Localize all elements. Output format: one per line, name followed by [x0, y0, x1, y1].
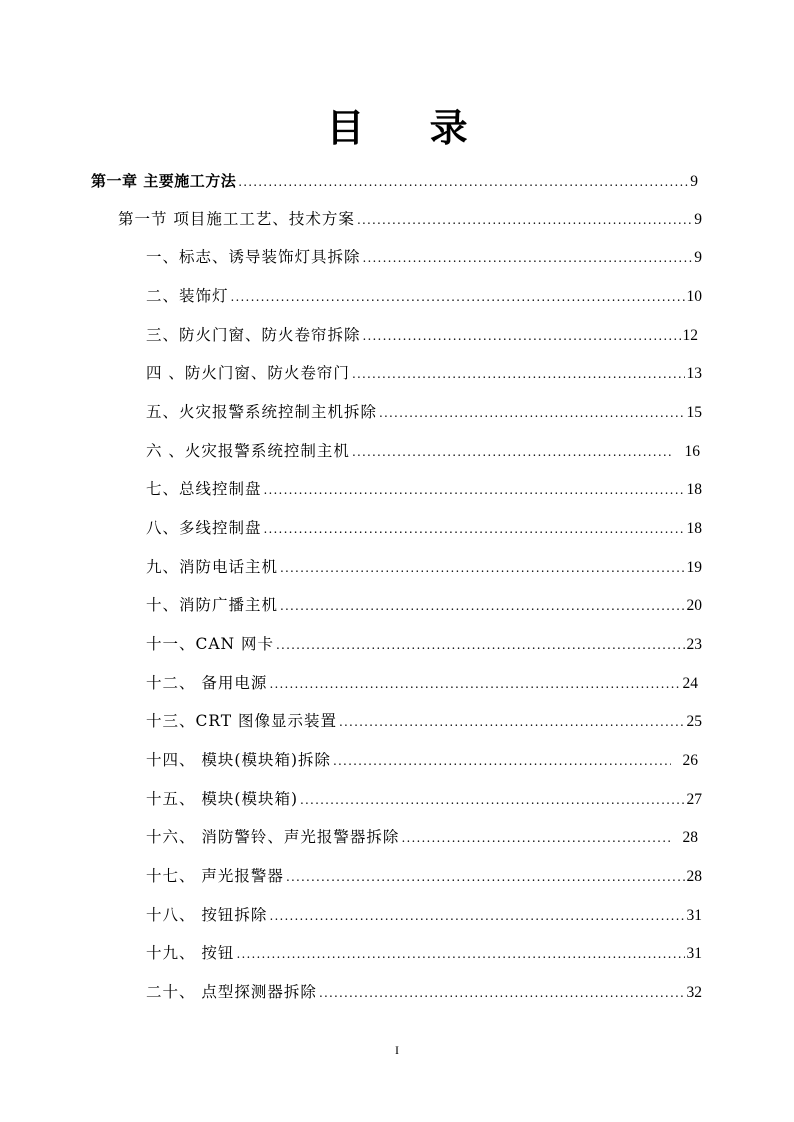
- toc-item[interactable]: [146, 517, 702, 540]
- toc-chapter-page: 9: [690, 173, 698, 190]
- toc-item[interactable]: [146, 826, 702, 849]
- toc-item-label: 十三、CRT 图像显示装置: [146, 712, 338, 730]
- toc-item-label: 一、标志、诱导装饰灯具拆除: [146, 248, 361, 266]
- page-title: 目 录: [326, 105, 494, 150]
- toc-item[interactable]: [146, 904, 702, 927]
- toc-leader: [238, 171, 688, 193]
- toc-item[interactable]: [146, 594, 702, 617]
- toc-leader: [269, 673, 680, 695]
- toc-item-label: 十六、 消防警铃、声光报警器拆除: [146, 828, 400, 846]
- toc-item[interactable]: [146, 362, 702, 385]
- toc-item-page: 28: [686, 868, 702, 885]
- toc-item-label: 七、总线控制盘: [146, 480, 262, 498]
- toc-item-page: 13: [686, 365, 702, 382]
- toc-item-page: 24: [682, 675, 698, 692]
- toc-section[interactable]: [118, 208, 702, 231]
- toc-item[interactable]: [146, 710, 702, 733]
- toc-item-page: 26: [682, 752, 698, 769]
- toc-item[interactable]: [146, 401, 702, 424]
- toc-item-label: 十九、 按钮: [146, 944, 235, 962]
- toc-item[interactable]: [146, 788, 702, 811]
- toc-leader: [280, 595, 684, 617]
- toc-leader: [401, 827, 672, 849]
- toc-item[interactable]: [146, 285, 702, 308]
- toc-leader: [264, 479, 685, 501]
- toc-leader: [379, 402, 684, 424]
- toc-leader: [319, 982, 685, 1004]
- toc-item-page: 9: [694, 249, 702, 266]
- toc-item-label: 四 、防火门窗、防火卷帘门: [146, 364, 350, 382]
- toc-item-page: 16: [684, 443, 700, 460]
- toc-leader: [269, 905, 684, 927]
- toc-item-page: 19: [686, 559, 702, 576]
- toc-leader: [264, 518, 685, 540]
- toc-chapter-label: 第一章 主要施工方法: [91, 172, 237, 190]
- toc-item-label: 十二、 备用电源: [146, 674, 268, 692]
- toc-item[interactable]: [146, 246, 702, 269]
- toc-leader: [357, 209, 692, 231]
- toc-item[interactable]: [146, 749, 702, 772]
- toc-section-page: 9: [694, 211, 702, 228]
- toc-item-label: 二十、 点型探测器拆除: [146, 983, 317, 1001]
- toc-item-label: 十四、 模块(模块箱)拆除: [146, 751, 332, 769]
- toc-item-label: 十、消防广播主机: [146, 596, 279, 614]
- toc-item-label: 五、火灾报警系统控制主机拆除: [146, 403, 378, 421]
- toc-item[interactable]: [146, 865, 702, 888]
- toc-leader: [363, 325, 681, 347]
- toc-item-label: 三、防火门窗、防火卷帘拆除: [146, 326, 361, 344]
- toc-item-page: 31: [686, 907, 702, 924]
- toc-leader: [236, 943, 684, 965]
- toc-item[interactable]: [146, 942, 702, 965]
- toc-item-page: 32: [686, 984, 702, 1001]
- page-number: I: [395, 1043, 399, 1057]
- toc-item-label: 六 、火灾报警系统控制主机: [146, 442, 350, 460]
- toc-item[interactable]: [146, 556, 702, 579]
- toc-item[interactable]: [146, 633, 702, 656]
- toc-leader: [286, 866, 685, 888]
- toc-item[interactable]: [146, 672, 702, 695]
- toc-item-label: 十五、 模块(模块箱): [146, 790, 299, 808]
- toc-item-page: 27: [686, 791, 702, 808]
- toc-item-label: 九、消防电话主机: [146, 558, 279, 576]
- toc-leader: [276, 634, 684, 656]
- toc-item-page: 18: [686, 520, 702, 537]
- toc-leader: [363, 247, 693, 269]
- toc-item-page: 10: [686, 288, 702, 305]
- toc-item[interactable]: [146, 478, 702, 501]
- toc-leader: [280, 557, 684, 579]
- toc-section-label: 第一节 项目施工工艺、技术方案: [118, 210, 355, 228]
- toc-item[interactable]: [146, 324, 702, 347]
- toc-leader: [352, 441, 673, 463]
- toc-leader: [300, 789, 684, 811]
- toc-leader: [339, 711, 684, 733]
- toc-item-page: 20: [686, 597, 702, 614]
- toc-item-page: 28: [682, 829, 698, 846]
- toc-leader: [333, 750, 670, 772]
- toc-chapter[interactable]: [91, 170, 702, 193]
- toc-item[interactable]: [146, 440, 702, 463]
- toc-item-label: 八、多线控制盘: [146, 519, 262, 537]
- toc-item-page: 12: [682, 327, 698, 344]
- toc-item-page: 23: [686, 636, 702, 653]
- toc-item-label: 二、装饰灯: [146, 287, 229, 305]
- toc-item-page: 15: [686, 404, 702, 421]
- toc-leader: [231, 286, 685, 308]
- toc-item-page: 31: [686, 945, 702, 962]
- toc-item-label: 十一、CAN 网卡: [146, 635, 275, 653]
- toc-item[interactable]: [146, 981, 702, 1004]
- toc-item-page: 18: [686, 481, 702, 498]
- toc-leader: [352, 363, 685, 385]
- toc-item-page: 25: [686, 713, 702, 730]
- toc-item-label: 十八、 按钮拆除: [146, 906, 268, 924]
- toc-item-label: 十七、 声光报警器: [146, 867, 284, 885]
